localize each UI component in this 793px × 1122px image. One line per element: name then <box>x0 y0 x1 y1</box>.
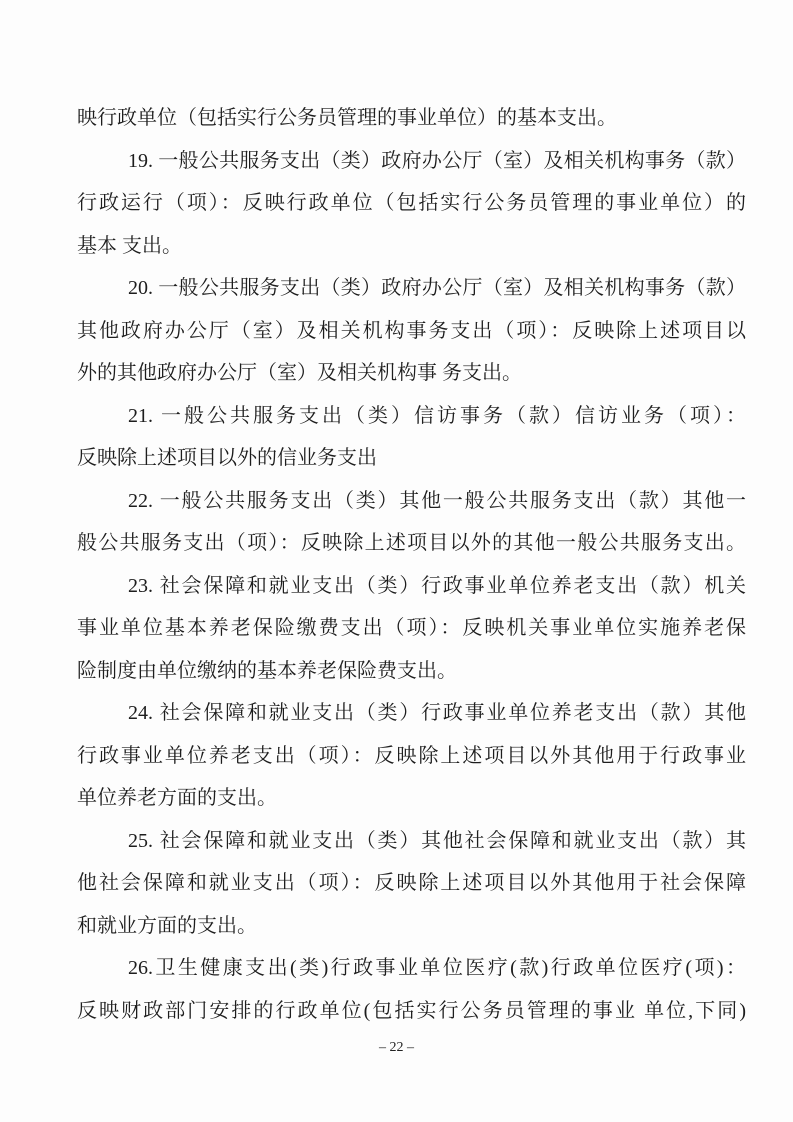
text-line: 外的其他政府办公厅（室）及相关机构事 务支出。 <box>77 362 522 384</box>
text-line: 单位养老方面的支出。 <box>77 787 277 809</box>
text-line: 基本 支出。 <box>77 234 182 257</box>
text-line: 反映除上述项目以外的信业务支出 <box>77 447 377 469</box>
paragraph-24 <box>77 692 746 820</box>
text-line: 24. 社会保障和就业支出（类）行政事业单位养老支出（款）其他 <box>128 702 746 724</box>
text-line: 20. 一般公共服务支出（类）政府办公厅（室）及相关机构事务（款） <box>128 277 746 299</box>
text-line: 行政运行（项）：反映行政单位（包括实行公务员管理的事业单位）的 <box>77 192 746 214</box>
text-line: 反映财政部门安排的行政单位(包括实行公务员管理的事业 单位,下同) <box>77 999 746 1022</box>
text-line: 和就业方面的支出。 <box>77 914 257 937</box>
text-line: 映行政单位（包括实行公务员管理的事业单位）的基本支出。 <box>77 107 617 129</box>
text-line: 23. 社会保障和就业支出（类）行政事业单位养老支出（款）机关 <box>128 574 746 597</box>
text-line: 21. 一般公共服务支出（类）信访事务（款）信访业务（项）： <box>128 404 746 427</box>
text-line: 事业单位基本养老保险缴费支出（项）：反映机关事业单位实施养老保 <box>77 617 746 639</box>
text-line: 般公共服务支出（项）：反映除上述项目以外的其他一般公共服务支出。 <box>77 532 746 554</box>
text-line: 22. 一般公共服务支出（类）其他一般公共服务支出（款）其他一 <box>128 489 746 512</box>
text-line: 26.卫生健康支出(类)行政事业单位医疗(款)行政单位医疗(项)： <box>128 957 746 979</box>
paragraph-26 <box>77 947 746 1032</box>
paragraph-continuation <box>77 97 746 140</box>
page-number: – 22 – <box>379 1040 414 1055</box>
text-line: 25. 社会保障和就业支出（类）其他社会保障和就业支出（款）其 <box>128 829 746 852</box>
text-line: 他社会保障和就业支出（项）：反映除上述项目以外其他用于社会保障 <box>77 872 746 894</box>
paragraph-21 <box>77 395 746 480</box>
text-line: 其他政府办公厅（室）及相关机构事务支出（项）：反映除上述项目以 <box>77 319 746 342</box>
paragraph-25 <box>77 820 746 948</box>
paragraph-23 <box>77 565 746 693</box>
paragraph-22 <box>77 480 746 565</box>
paragraph-20 <box>77 267 746 395</box>
text-line: 19. 一般公共服务支出（类）政府办公厅（室）及相关机构事务（款） <box>128 149 746 172</box>
paragraph-19 <box>77 140 746 268</box>
text-line: 行政事业单位养老支出（项）：反映除上述项目以外其他用于行政事业 <box>77 744 746 767</box>
text-line: 险制度由单位缴纳的基本养老保险费支出。 <box>77 659 457 682</box>
